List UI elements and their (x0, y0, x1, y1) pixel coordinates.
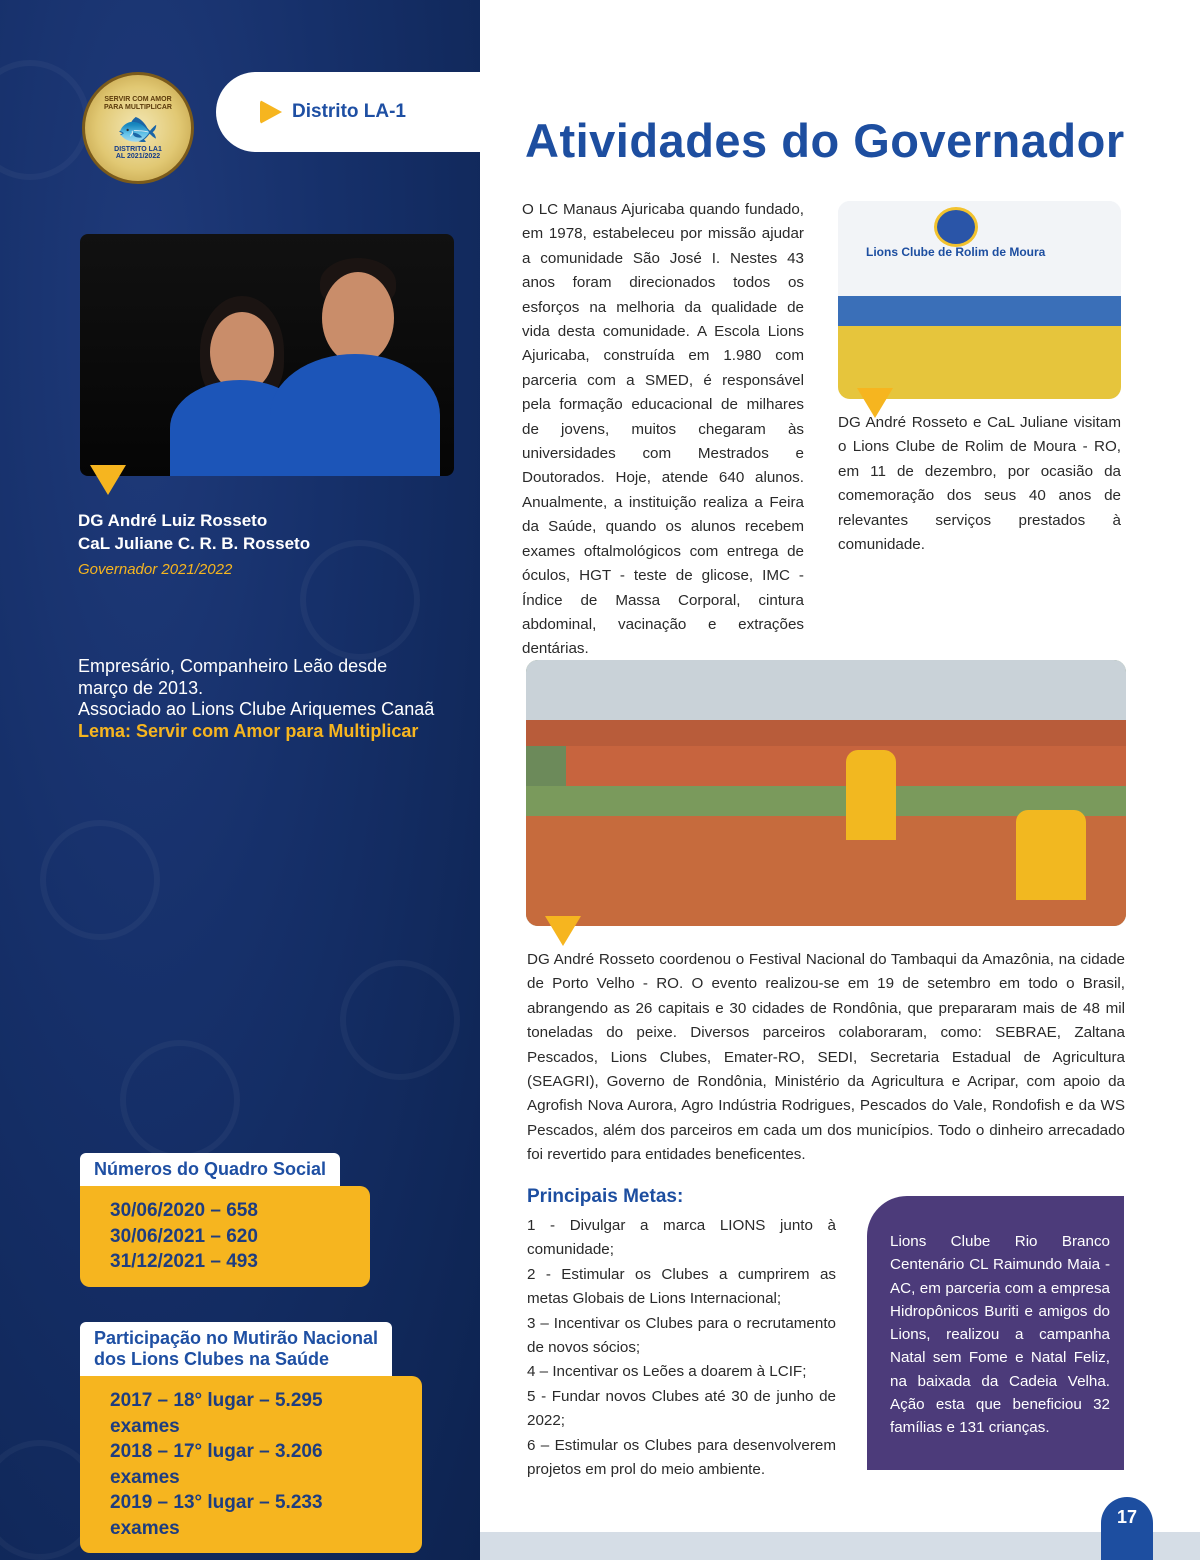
rio-branco-box (867, 1196, 1124, 1470)
page-title: Atividades do Governador (525, 114, 1125, 167)
health-box (80, 1322, 422, 1553)
logo-district: DISTRITO LA1 (114, 145, 162, 153)
lions-pattern (340, 960, 460, 1080)
membership-box (80, 1153, 370, 1287)
marker-triangle (90, 465, 126, 495)
bio-line: Associado ao Lions Clube Ariquemes Canaã (78, 699, 435, 719)
bio-line: Empresário, Companheiro Leão desde março de 2013. (78, 656, 388, 698)
spouse-name: CaL Juliane C. R. B. Rosseto (78, 534, 311, 553)
district-label: Distrito LA-1 (292, 101, 406, 122)
festival-caption: DG André Rosseto coordenou o Festival Nacional do Tambaqui da Amazônia, na cidade de Porto Velho - RO. O evento realizou-se em 19 de setembro em todo o Brasil, abrangendo as 26 capitais e 30 cidades de Rondônia, que prepararam mais de 48 mil toneladas do peixe. Diversos parceiros colaboraram, como: SEBRAE, Zaltana Pescados, Lions Clubes, Emater-RO, SEDI, Secretaria Estadual de Agricultura (SEAGRI), Governo de Rondônia, Ministério da Agricultura e Acripar, com apoio da Agrofish Nova Aurora, Agro Indústria Rodrigues, Pescados do Vale, Rondofish e da WS Pescados, além dos parceiros em cada um dos municípios. Todo o dinheiro arrecadado foi revertido para entidades beneficentes. (527, 951, 1125, 1164)
membership-row: 31/12/2021 – 493 (110, 1251, 258, 1272)
volunteer-vest (846, 750, 896, 840)
article-intro: O LC Manaus Ajuricaba quando fundado, em 1978, estabeleceu por missão ajudar a comunidade São José I. Nestes 43 anos foram direcionados todos os esforços na melhoria da qualidade de vida desta comunidade. A Escola Lions Ajuricaba, construída em 1.980 com parceria com a SMED, é responsável pela formação educacional de milhares de jovens, muitos chegaram às universidades com Mestrados e Doutorados. Hoje, atende 640 alunos. Anualmente, a instituição realiza a Feira da Saúde, quando os alunos recebem exames oftalmológicos com entrega de óculos, HGT - teste de glicose, IMC - Índice de Massa Corporal, cintura abdominal, vacinação e extrações dentárias. (522, 201, 804, 658)
lions-pattern (300, 540, 420, 660)
membership-list (80, 1186, 370, 1287)
photo-man (270, 258, 440, 476)
rolim-photo (838, 201, 1121, 399)
volunteer-vest (1016, 810, 1086, 900)
rio-branco-text: Lions Clube Rio Branco Centenário CL Raimundo Maia - AC, em parceria com a empresa Hidropônicos Buriti e amigos do Lions, realizou a campanha Natal sem Fome e Natal Feliz, na baixada da Cadeia Velha. Ação esta que beneficiou 32 famílias e 131 crianças. (890, 1233, 1110, 1437)
motto: Lema: Servir com Amor para Multiplicar (78, 720, 419, 741)
logo-motto: SERVIR COM AMOR PARA MULTIPLICAR (104, 96, 172, 111)
membership-row: 30/06/2020 – 658 (110, 1200, 258, 1221)
district-pill (216, 72, 516, 152)
lions-emblem-icon (934, 207, 978, 247)
governor-role: Governador 2021/2022 (78, 561, 233, 578)
play-icon (260, 100, 282, 124)
health-title-line: dos Lions Clubes na Saúde (94, 1349, 330, 1369)
rolim-banner: Lions Clube de Rolim de Moura (866, 245, 1046, 259)
rolim-caption: DG André Rosseto e CaL Juliane visitam o Lions Clube de Rolim de Moura - RO, em 11 de dezembro, por ocasião da comemoração dos seus 40 anos de relevantes serviços prestados à comunidade. (838, 414, 1121, 554)
health-row: 2018 – 17° lugar – 3.206 exames (110, 1441, 323, 1488)
membership-title: Números do Quadro Social (80, 1153, 340, 1186)
goal-item: 1 - Divulgar a marca LIONS junto à comunidade; (527, 1217, 836, 1259)
governor-name: DG André Luiz Rosseto (78, 511, 268, 530)
marker-triangle (545, 916, 581, 946)
goals-list (527, 1214, 836, 1482)
page-number: 17 (1101, 1497, 1153, 1560)
fish-icon: 🐟 (116, 109, 160, 148)
governor-bio (78, 656, 438, 742)
festival-photo (526, 660, 1126, 926)
goal-item: 4 – Incentivar os Leões a doarem à LCIF; (527, 1363, 807, 1381)
lions-pattern (40, 820, 160, 940)
lions-pattern (120, 1040, 240, 1160)
governor-photo (80, 234, 454, 476)
lions-pattern (0, 60, 90, 180)
health-row: 2017 – 18° lugar – 5.295 exames (110, 1390, 323, 1437)
goal-item: 5 - Fundar novos Clubes até 30 de junho de 2022; (527, 1387, 836, 1430)
district-logo (82, 72, 194, 184)
goal-item: 6 – Estimular os Clubes para desenvolverem projetos em prol do meio ambiente. (527, 1436, 836, 1479)
logo-year: AL 2021/2022 (115, 152, 161, 160)
goal-item: 3 – Incentivar os Clubes para o recrutamento de novos sócios; (527, 1314, 836, 1357)
governor-names (78, 509, 310, 578)
health-title (80, 1322, 392, 1376)
health-row: 2019 – 13° lugar – 5.233 exames (110, 1492, 323, 1539)
footer-strip (480, 1532, 1200, 1560)
goal-item: 2 - Estimular os Clubes a cumprirem as metas Globais de Lions Internacional; (527, 1265, 836, 1308)
membership-row: 30/06/2021 – 620 (110, 1225, 258, 1247)
health-title-line: Participação no Mutirão Nacional (94, 1328, 379, 1348)
health-list (80, 1376, 422, 1553)
goals-title: Principais Metas: (527, 1186, 684, 1207)
